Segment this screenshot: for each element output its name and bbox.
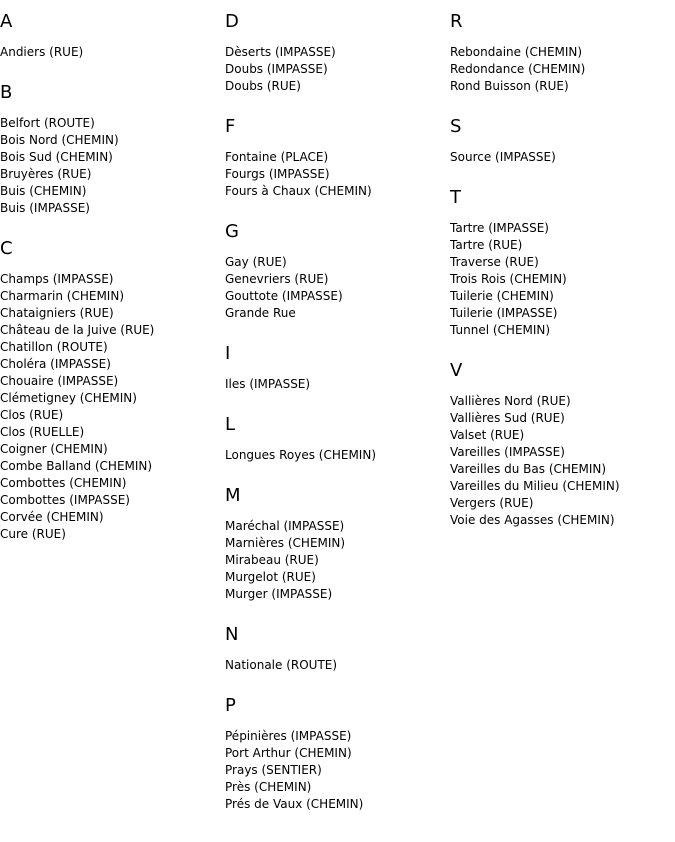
street-item: Buis (CHEMIN) (0, 184, 87, 198)
street-list (450, 44, 670, 95)
street-item: Tunnel (CHEMIN) (450, 323, 551, 337)
section-letter: N (225, 624, 239, 645)
street-item: Bruyères (RUE) (0, 167, 92, 181)
section-letter: A (0, 11, 13, 32)
section-letter: T (450, 187, 461, 208)
letter-section-s (450, 115, 670, 166)
letter-section-d (225, 10, 445, 95)
street-item: Vergers (RUE) (450, 496, 534, 510)
street-item: Clos (RUELLE) (0, 425, 85, 439)
street-item: Clos (RUE) (0, 408, 64, 422)
street-item: Vareilles du Bas (CHEMIN) (450, 462, 607, 476)
street-list (225, 254, 445, 322)
letter-section-t (450, 186, 670, 339)
street-item: Cure (RUE) (0, 527, 66, 541)
street-item: Fours à Chaux (CHEMIN) (225, 184, 372, 198)
section-letter: S (450, 116, 462, 137)
section-letter: F (225, 116, 236, 137)
street-item: Prés de Vaux (CHEMIN) (225, 797, 364, 811)
letter-section-i (225, 342, 445, 393)
street-item: Chatillon (ROUTE) (0, 340, 108, 354)
street-index-column-2 (225, 10, 445, 833)
street-item: Source (IMPASSE) (450, 150, 556, 164)
street-list (225, 447, 445, 464)
street-item: Vallières Sud (RUE) (450, 411, 565, 425)
street-item: Port Arthur (CHEMIN) (225, 746, 352, 760)
letter-section-l (225, 413, 445, 464)
street-item: Clémetigney (CHEMIN) (0, 391, 137, 405)
letter-section-r (450, 10, 670, 95)
street-item: Bois Nord (CHEMIN) (0, 133, 119, 147)
street-item: Maréchal (IMPASSE) (225, 519, 345, 533)
street-item: Combottes (IMPASSE) (0, 493, 130, 507)
section-letter: P (225, 695, 236, 716)
street-item: Genevriers (RUE) (225, 272, 329, 286)
street-item: Chataigniers (RUE) (0, 306, 114, 320)
street-item: Buis (IMPASSE) (0, 201, 90, 215)
street-item: Charmarin (CHEMIN) (0, 289, 125, 303)
street-item: Gouttote (IMPASSE) (225, 289, 343, 303)
street-item: Tuilerie (CHEMIN) (450, 289, 554, 303)
section-letter: V (450, 360, 463, 381)
street-list (0, 115, 220, 217)
section-letter: D (225, 11, 239, 32)
street-item: Andiers (RUE) (0, 45, 84, 59)
street-item: Voie des Agasses (CHEMIN) (450, 513, 615, 527)
letter-section-m (225, 484, 445, 603)
street-item: Redondance (CHEMIN) (450, 62, 586, 76)
section-letter: M (225, 485, 241, 506)
street-list (450, 149, 670, 166)
street-item: Pépinières (IMPASSE) (225, 729, 352, 743)
section-letter: L (225, 414, 236, 435)
street-item: Murger (IMPASSE) (225, 587, 333, 601)
street-item: Choléra (IMPASSE) (0, 357, 111, 371)
street-list (450, 220, 670, 339)
street-item: Fontaine (PLACE) (225, 150, 329, 164)
street-item: Près (CHEMIN) (225, 780, 312, 794)
street-list (225, 728, 445, 813)
street-index-column-3 (450, 10, 670, 549)
letter-section-f (225, 115, 445, 200)
street-item: Rebondaine (CHEMIN) (450, 45, 583, 59)
letter-section-v (450, 359, 670, 529)
section-letter: B (0, 82, 13, 103)
street-item: Dèserts (IMPASSE) (225, 45, 336, 59)
street-list (225, 44, 445, 95)
street-list (0, 271, 220, 543)
street-list (0, 44, 220, 61)
street-list (225, 518, 445, 603)
letter-section-n (225, 623, 445, 674)
street-item: Corvée (CHEMIN) (0, 510, 104, 524)
street-item: Valset (RUE) (450, 428, 525, 442)
street-item: Chouaire (IMPASSE) (0, 374, 119, 388)
street-item: Prays (SENTIER) (225, 763, 322, 777)
street-item: Grande Rue (225, 306, 296, 320)
letter-section-c (0, 237, 220, 543)
street-item: Combe Balland (CHEMIN) (0, 459, 153, 473)
street-list (225, 149, 445, 200)
street-item: Combottes (CHEMIN) (0, 476, 127, 490)
section-letter: I (225, 343, 231, 364)
street-item: Bois Sud (CHEMIN) (0, 150, 113, 164)
street-item: Château de la Juive (RUE) (0, 323, 155, 337)
street-item: Tuilerie (IMPASSE) (450, 306, 558, 320)
street-item: Longues Royes (CHEMIN) (225, 448, 377, 462)
letter-section-g (225, 220, 445, 322)
street-list (450, 393, 670, 529)
street-item: Marnières (CHEMIN) (225, 536, 346, 550)
street-item: Fourgs (IMPASSE) (225, 167, 330, 181)
street-item: Tartre (RUE) (450, 238, 523, 252)
street-item: Trois Rois (CHEMIN) (450, 272, 567, 286)
street-item: Vareilles (IMPASSE) (450, 445, 565, 459)
street-item: Doubs (RUE) (225, 79, 301, 93)
street-item: Traverse (RUE) (450, 255, 539, 269)
street-index-column-1 (0, 10, 220, 563)
street-item: Mirabeau (RUE) (225, 553, 319, 567)
street-item: Doubs (IMPASSE) (225, 62, 328, 76)
letter-section-b (0, 81, 220, 217)
street-item: Tartre (IMPASSE) (450, 221, 549, 235)
street-item: Iles (IMPASSE) (225, 377, 311, 391)
street-item: Vareilles du Milieu (CHEMIN) (450, 479, 620, 493)
section-letter: C (0, 238, 13, 259)
section-letter: G (225, 221, 239, 242)
section-letter: R (450, 11, 463, 32)
street-item: Murgelot (RUE) (225, 570, 316, 584)
letter-section-a (0, 10, 220, 61)
street-item: Rond Buisson (RUE) (450, 79, 569, 93)
street-item: Vallières Nord (RUE) (450, 394, 571, 408)
street-item: Nationale (ROUTE) (225, 658, 338, 672)
street-list (225, 376, 445, 393)
street-item: Champs (IMPASSE) (0, 272, 114, 286)
street-item: Gay (RUE) (225, 255, 287, 269)
street-item: Coigner (CHEMIN) (0, 442, 108, 456)
street-item: Belfort (ROUTE) (0, 116, 95, 130)
street-list (225, 657, 445, 674)
letter-section-p (225, 694, 445, 813)
